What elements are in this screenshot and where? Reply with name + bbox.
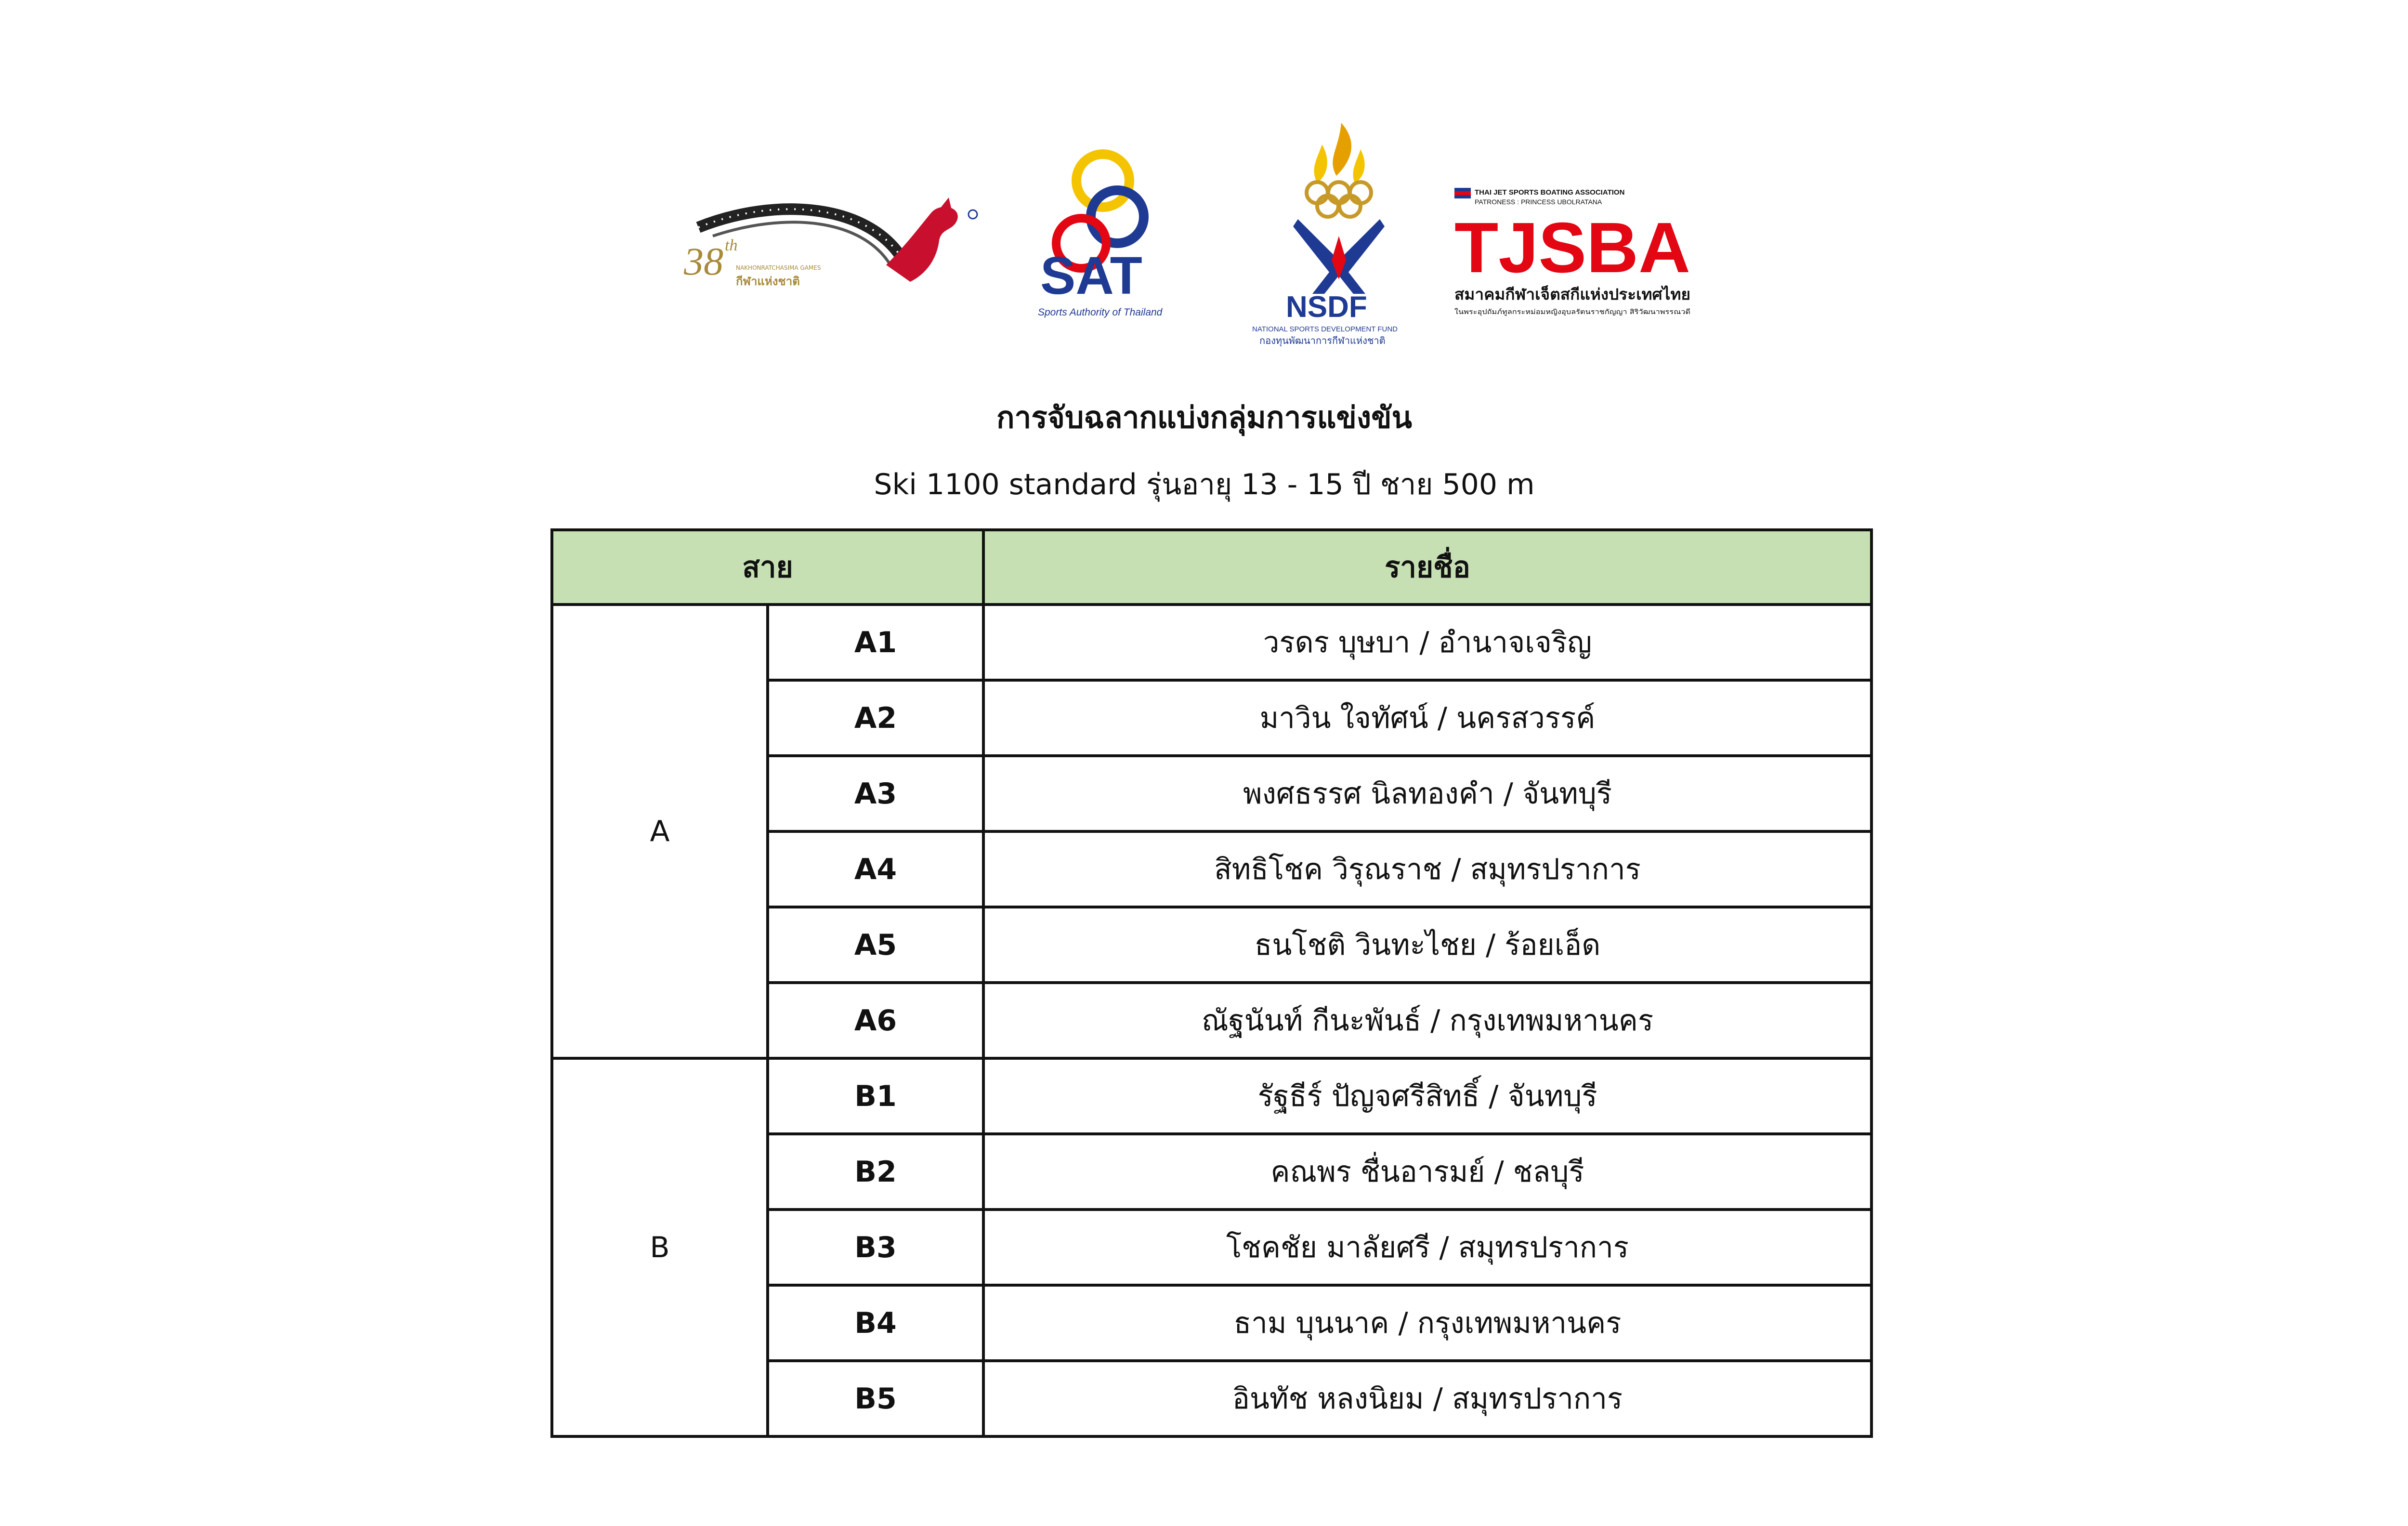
tjsba-top: THAI JET SPORTS BOATING ASSOCIATION: [1475, 188, 1625, 197]
national-games-logo: [679, 183, 987, 303]
logo-bar: [0, 116, 2408, 366]
tjsba-thai: สมาคมกีฬาเจ็ตสกีแห่งประเทศไทย: [1454, 285, 1681, 303]
nsdf-caption-en: NATIONAL SPORTS DEVELOPMENT FUND: [1252, 325, 1398, 333]
group-label-b: B: [552, 1058, 768, 1436]
name-cell: วรดร บุษบา / อำนาจเจริญ: [983, 605, 1871, 680]
slot-cell: A2: [768, 680, 983, 756]
document-subtitle: Ski 1100 standard รุ่นอายุ 13 - 15 ปี ชาย 500 m: [874, 468, 1535, 501]
table-row: [552, 1058, 1871, 1134]
name-cell: พงศธรรศ นิลทองคำ / จันทบุรี: [983, 756, 1871, 831]
slot-cell: A5: [768, 907, 983, 983]
tjsba-logo: [1454, 188, 1690, 323]
slot-cell: A1: [768, 605, 983, 680]
name-cell: สิทธิโชค วิรุณราช / สมุทรปราการ: [983, 831, 1871, 907]
slot-cell: B5: [768, 1361, 983, 1436]
slot-cell: A3: [768, 756, 983, 831]
table-header-row: [552, 530, 1871, 605]
sat-text: SAT: [1040, 246, 1142, 305]
nsdf-caption-th: กองทุนพัฒนาการกีฬาแห่งชาติ: [1259, 335, 1386, 346]
name-cell: มาวิน ใจทัศน์ / นครสวรรค์: [983, 680, 1871, 756]
nsdf-logo: [1245, 116, 1433, 347]
nsdf-text: NSDF: [1286, 290, 1367, 324]
slot-cell: B1: [768, 1058, 983, 1134]
name-cell: ณัฐนันท์ กีนะพันธ์ / กรุงเทพมหานคร: [983, 983, 1871, 1058]
slot-cell: B3: [768, 1210, 983, 1285]
games-line1: NAKHONRATCHASIMA GAMES: [736, 264, 821, 271]
name-cell: ธาม บุนนาค / กรุงเทพมหานคร: [983, 1285, 1871, 1361]
tjsba-text: TJSBA: [1454, 208, 1690, 288]
games-suffix: th: [725, 237, 738, 254]
sat-caption: Sports Authority of Thailand: [1038, 307, 1163, 318]
slot-cell: A6: [768, 983, 983, 1058]
games-number: 38: [684, 239, 723, 283]
name-cell: รัฐธีร์ ปัญจศรีสิทธิ์ / จันทบุรี: [983, 1058, 1871, 1134]
slot-cell: B2: [768, 1134, 983, 1210]
table-row: [552, 605, 1871, 680]
slot-cell: A4: [768, 831, 983, 907]
name-cell: คณพร ชื่นอารมย์ / ชลบุรี: [983, 1134, 1871, 1210]
group-label-a: A: [552, 605, 768, 1058]
header-line: สาย: [552, 530, 983, 605]
document-title: การจับฉลากแบ่งกลุ่มการแข่งขัน: [996, 400, 1412, 435]
sat-logo: [1023, 145, 1187, 337]
name-cell: อินทัช หลงนิยม / สมุทรปราการ: [983, 1361, 1871, 1436]
slot-cell: B4: [768, 1285, 983, 1361]
name-cell: ธนโชติ วินทะไชย / ร้อยเอ็ด: [983, 907, 1871, 983]
games-line2: กีฬาแห่งชาติ: [736, 275, 800, 288]
draw-table: [550, 528, 1873, 1438]
tjsba-patron: PATRONESS : PRINCESS UBOLRATANA: [1475, 198, 1602, 206]
name-cell: โชคชัย มาลัยศรี / สมุทรปราการ: [983, 1210, 1871, 1285]
header-names: รายชื่อ: [983, 530, 1871, 605]
tjsba-thai-sub: ในพระอุปถัมภ์ทูลกระหม่อมหญิงอุบลรัตนราชกัญญา สิริวัฒนาพรรณวดี: [1454, 308, 1657, 316]
